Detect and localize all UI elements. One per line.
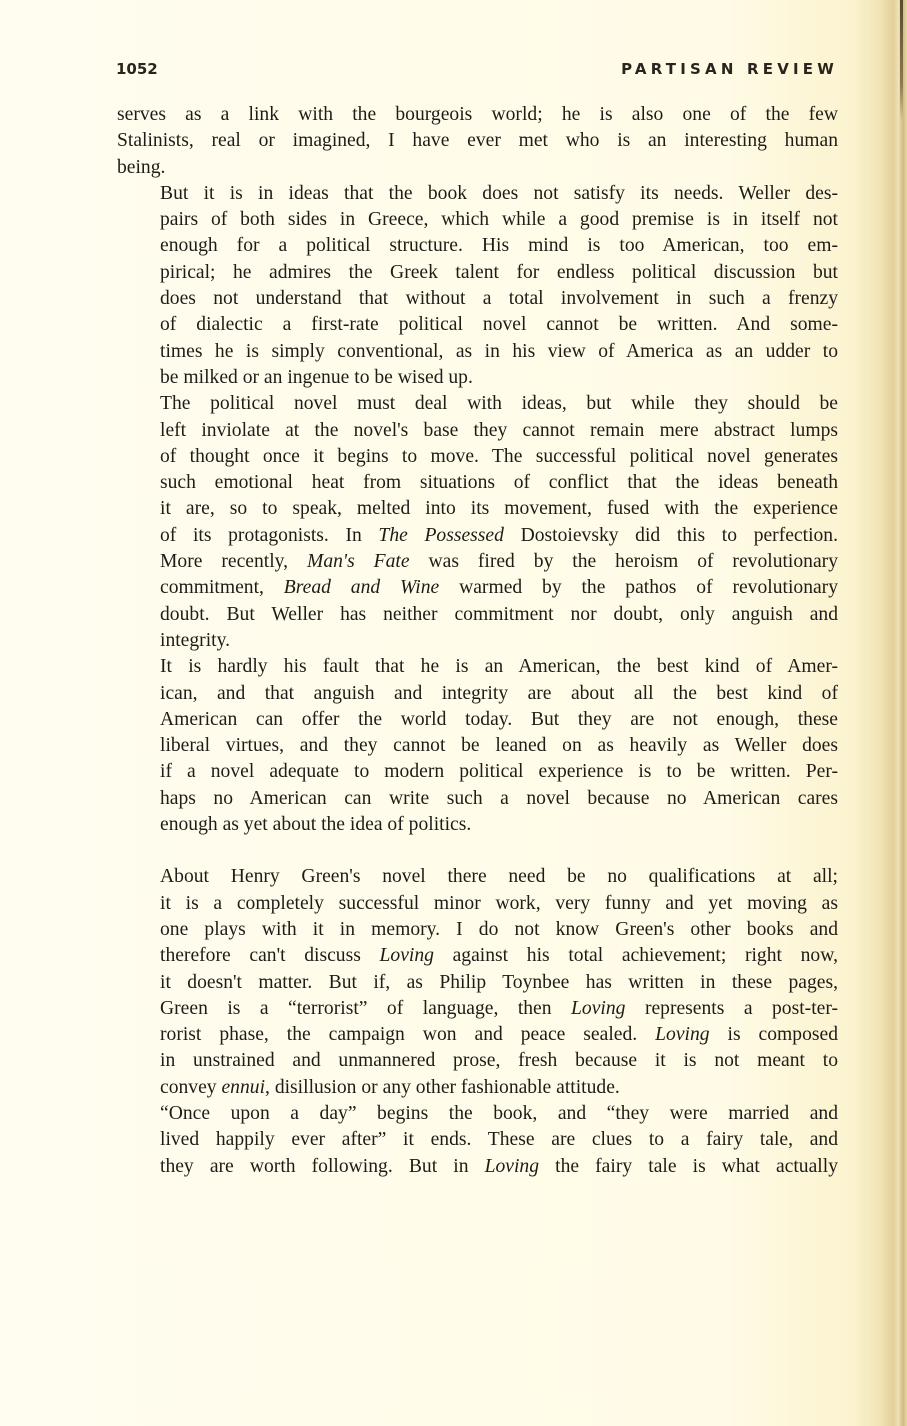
text-line: pirical; he admires the Greek talent for endless political discussion but: [160, 261, 838, 283]
text-line: if a novel adequate to modern political experience is to be written. Per-: [160, 761, 838, 783]
running-head: [116, 60, 838, 82]
text-line: Green is a “terrorist” of language, then Loving represents a post-ter-: [160, 997, 838, 1019]
text-line: therefore can't discuss Loving against his total achievement; right now,: [160, 945, 838, 967]
text-line: But it is in ideas that the book does not satisfy its needs. Weller des-: [160, 182, 838, 204]
text-line: convey ennui, disillusion or any other fashionable attitude.: [160, 1076, 620, 1098]
italic-title: Loving: [655, 1024, 710, 1046]
paragraph: [117, 391, 838, 654]
page-binding-edge: [899, 0, 907, 1426]
paragraph: [117, 654, 838, 838]
text-line: Stalinists, real or imagined, I have ever met who is an interesting human: [117, 130, 838, 152]
paragraph: [117, 1101, 838, 1180]
text-line: ican, and that anguish and integrity are about all the best kind of: [160, 682, 838, 704]
text-line: left inviolate at the novel's base they cannot remain mere abstract lumps: [160, 419, 838, 441]
text-line: American can offer the world today. But they are not enough, these: [160, 708, 838, 730]
text-line: serves as a link with the bourgeois world; he is also one of the few: [117, 104, 838, 125]
text-line: It is hardly his fault that he is an American, the best kind of Amer-: [160, 656, 838, 678]
text-line: one plays with it in memory. I do not know Green's other books and: [160, 918, 838, 940]
text-line: liberal virtues, and they cannot be leaned on as heavily as Weller does: [160, 735, 838, 757]
text-line: More recently, Man's Fate was fired by the heroism of revolutionary: [160, 551, 838, 573]
italic-title: The Possessed: [378, 524, 504, 546]
page-binding-shadow: [900, 0, 903, 120]
paragraph: [117, 102, 838, 181]
text-line: “Once upon a day” begins the book, and “they were married and: [160, 1102, 838, 1124]
text-line: haps no American can write such a novel because no American cares: [160, 787, 838, 809]
text-line: rorist phase, the campaign won and peace sealed. Loving is composed: [160, 1024, 838, 1046]
text-line: of thought once it begins to move. The successful political novel generates: [160, 445, 838, 467]
page-number: 1052: [116, 60, 158, 78]
paragraph: [117, 181, 838, 391]
paragraph: [117, 864, 838, 1101]
text-line: pairs of both sides in Greece, which while a good premise is in itself not: [160, 209, 838, 231]
text-line: they are worth following. But in Loving the fairy tale is what actually: [160, 1155, 838, 1177]
italic-title: ennui: [221, 1076, 266, 1098]
text-line: commitment, Bread and Wine warmed by the pathos of revolutionary: [160, 577, 839, 599]
text-line: in unstrained and unmannered prose, fresh because it is not meant to: [160, 1050, 838, 1072]
text-line: times he is simply conventional, as in his view of America as an udder to: [160, 340, 838, 362]
italic-title: Loving: [379, 945, 434, 967]
text-line: it are, so to speak, melted into its movement, fused with the experience: [160, 498, 838, 520]
text-line: of dialectic a first-rate political novel cannot be written. And some-: [160, 314, 838, 336]
text-line: does not understand that without a total involvement in such a frenzy: [160, 288, 838, 310]
italic-title: Loving: [484, 1155, 540, 1177]
text-line: it is a completely successful minor work, very funny and yet moving as: [160, 892, 838, 914]
text-line: enough as yet about the idea of politics.: [160, 814, 472, 836]
text-line: being.: [117, 156, 166, 178]
text-line: About Henry Green's novel there need be no qualifications at all;: [160, 866, 838, 888]
body-text: [117, 102, 838, 1180]
text-line: it doesn't matter. But if, as Philip Toynbee has written in these pages,: [160, 971, 838, 993]
text-line: doubt. But Weller has neither commitment nor doubt, only anguish and: [160, 603, 838, 625]
text-line: integrity.: [160, 629, 231, 651]
text-line: such emotional heat from situations of conflict that the ideas beneath: [160, 472, 838, 494]
text-line: enough for a political structure. His mind is too American, too em-: [160, 235, 838, 257]
text-line: be milked or an ingenue to be wised up.: [160, 366, 473, 388]
italic-title: Man's Fate: [307, 551, 410, 573]
journal-title: PARTISAN REVIEW: [621, 60, 838, 78]
italic-title: Loving: [571, 997, 626, 1019]
text-line: lived happily ever after” it ends. These are clues to a fairy tale, and: [160, 1129, 838, 1151]
text-line: of its protagonists. In The Possessed Dostoievsky did this to perfection.: [160, 524, 839, 546]
text-line: The political novel must deal with ideas, but while they should be: [160, 393, 838, 415]
italic-title: Bread and Wine: [283, 577, 440, 599]
